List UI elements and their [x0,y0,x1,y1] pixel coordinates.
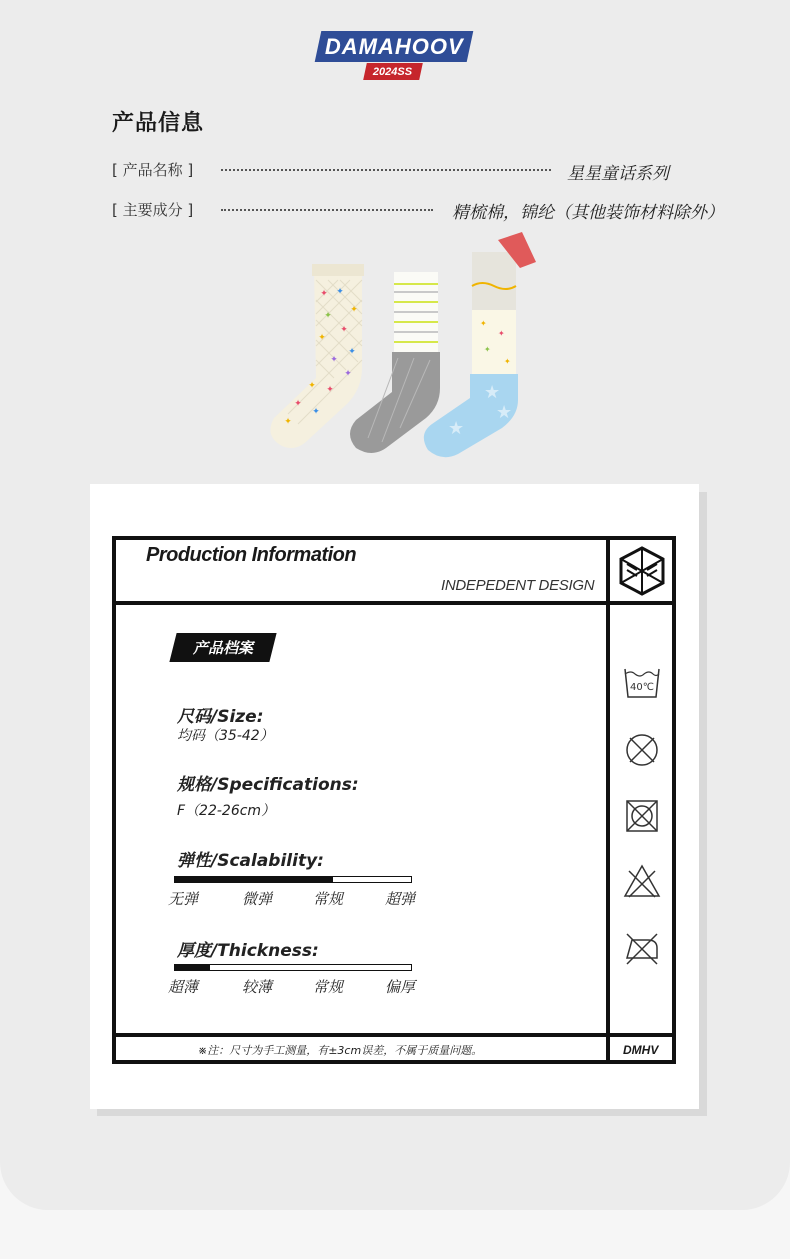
profile-tag: 产品档案 [169,633,276,662]
thickness-bar [174,964,412,971]
elasticity-bar [174,876,412,883]
svg-text:✦: ✦ [498,329,505,338]
svg-text:✦: ✦ [480,319,487,328]
svg-text:✦: ✦ [284,417,292,427]
blue-star-sock [424,232,536,457]
svg-text:✦: ✦ [348,347,356,357]
no-bleach-triangle-icon [623,863,661,899]
card-subtitle: INDEPEDENT DESIGN [441,577,595,594]
spec-label: 规格/Specifications: [177,775,359,795]
divider [114,1033,674,1037]
material-value: 精梳棉，锦纶（其他装饰材料除外） [452,203,724,223]
thickness-scale-3: 常规 [313,978,344,996]
svg-text:✦: ✦ [308,381,316,391]
cream-star-sock [270,264,364,448]
card-title: Production Information [146,544,357,566]
dotted-leader [221,209,433,211]
elasticity-scale-3: 常规 [313,890,344,908]
brand-logo: DAMAHOOV [315,31,474,62]
footer-brand: DMHV [623,1043,659,1057]
thickness-scale-4: 偏厚 [385,978,416,996]
svg-text:✦: ✦ [340,325,348,335]
no-iron-icon [624,930,660,966]
svg-text:★: ★ [484,382,501,403]
grey-stripe-sock [350,272,440,453]
elasticity-scale-2: 微弹 [242,890,273,908]
svg-text:✦: ✦ [504,357,511,366]
thickness-scale-1: 超薄 [168,978,199,996]
svg-text:★: ★ [496,402,513,423]
svg-text:✦: ✦ [350,305,358,315]
measurement-note: ※注：尺寸为手工测量，有±3cm误差，不属于质量问题。 [198,1044,483,1057]
dotted-leader [221,169,551,171]
no-bleach-icon [624,732,660,768]
thickness-scale-2: 较薄 [242,978,273,996]
season-badge: 2024SS [363,63,423,80]
svg-text:✦: ✦ [324,311,332,321]
product-name-value: 星星童话系列 [567,164,669,184]
size-value: 均码（35-42） [177,728,274,744]
svg-text:✦: ✦ [326,385,334,395]
thickness-fill [175,965,210,970]
brand-cube-icon [619,546,665,596]
svg-text:✦: ✦ [320,289,328,299]
svg-text:✦: ✦ [344,369,352,379]
elasticity-fill [175,877,333,882]
elasticity-label: 弹性/Scalability: [177,851,324,871]
thickness-label: 厚度/Thickness: [177,941,319,961]
svg-text:✦: ✦ [318,333,326,343]
size-label: 尺码/Size: [177,707,264,727]
elasticity-scale-4: 超弹 [385,890,416,908]
product-name-label: [ 产品名称 ] [112,161,194,179]
divider [606,538,610,1062]
product-info-title: 产品信息 [112,111,205,136]
no-tumble-dry-icon [624,798,660,834]
svg-text:✦: ✦ [484,345,491,354]
svg-text:✦: ✦ [294,399,302,409]
elasticity-scale-1: 无弹 [168,890,199,908]
wash-temp-text: 40℃ [630,682,654,693]
svg-text:★: ★ [448,418,465,439]
socks-illustration [258,228,548,464]
svg-text:✦: ✦ [330,355,338,365]
svg-text:✦: ✦ [336,287,344,297]
spec-value: F（22-26cm） [177,803,276,819]
material-label: [ 主要成分 ] [112,201,194,219]
divider [114,601,674,605]
wash-40-icon [623,665,661,701]
svg-text:✦: ✦ [312,407,320,417]
